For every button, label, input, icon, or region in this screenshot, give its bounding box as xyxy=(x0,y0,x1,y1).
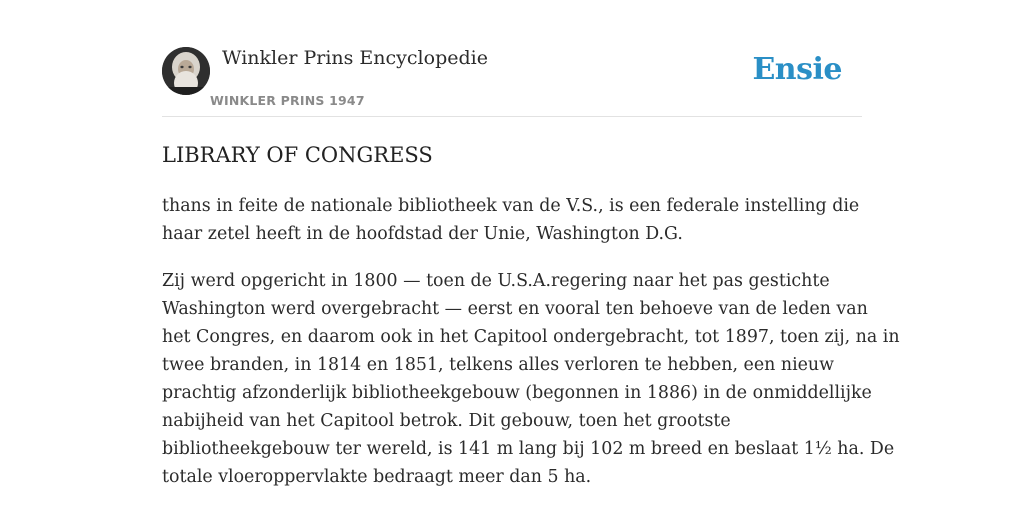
text-line: het Congres, en daarom ook in het Capitool ondergebracht, tot 1897, toen zij, na in xyxy=(162,327,900,347)
source-header xyxy=(162,46,862,117)
text-line: thans in feite de nationale bibliotheek van de V.S., is een federale instelling die xyxy=(162,196,860,216)
text-line: Zij werd opgericht in 1800 — toen de U.S.A.regering naar het pas gestichte xyxy=(162,271,830,291)
text-line: totale vloeroppervlakte bedraagt meer dan 5 ha. xyxy=(162,467,592,487)
paragraph xyxy=(162,267,900,491)
paragraph xyxy=(162,192,866,248)
edition-label[interactable]: WINKLER PRINS 1947 xyxy=(210,93,365,108)
author-avatar[interactable] xyxy=(162,47,210,95)
ensie-logo[interactable]: Ensie xyxy=(752,52,842,87)
text-line: bibliotheekgebouw ter wereld, is 141 m lang bij 102 m breed en beslaat 1½ ha. De xyxy=(162,439,895,459)
text-line: haar zetel heeft in de hoofdstad der Unie, Washington D.G. xyxy=(162,224,683,244)
portrait-icon xyxy=(162,47,210,95)
article-title: LIBRARY OF CONGRESS xyxy=(162,143,433,167)
text-line: twee branden, in 1814 en 1851, telkens alles verloren te hebben, een nieuw xyxy=(162,355,835,375)
text-line: Washington werd overgebracht — eerst en vooral ten behoeve van de leden van xyxy=(162,299,868,319)
text-line: nabijheid van het Capitool betrok. Dit gebouw, toen het grootste xyxy=(162,411,731,431)
source-title[interactable]: Winkler Prins Encyclopedie xyxy=(222,47,488,69)
article-body xyxy=(162,192,900,510)
text-line: prachtig afzonderlijk bibliotheekgebouw (begonnen in 1886) in de onmiddellijke xyxy=(162,383,872,403)
